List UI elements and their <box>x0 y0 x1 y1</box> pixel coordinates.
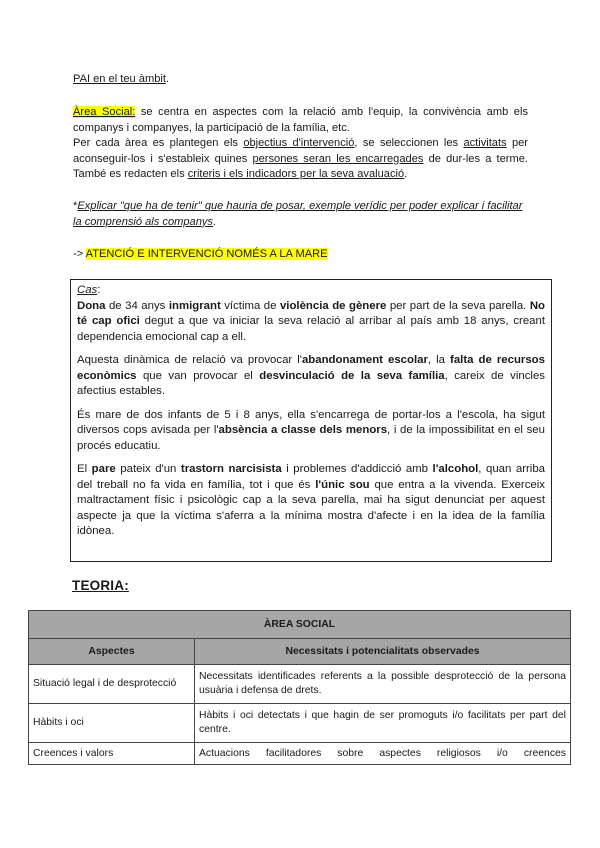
text-run: És mare de dos infants de 5 i 8 anys, ella s'encarrega de portar-los a l'escola, ha sigut diversos cops avisada per l' <box>77 408 545 436</box>
bold-term: l'únic sou <box>315 478 370 491</box>
bold-term: trastorn narcisista <box>180 463 282 475</box>
activitats-term: activitats <box>463 137 507 150</box>
table-cell-aspect: Situació legal i de desprotecció <box>29 665 195 704</box>
case-paragraph-3 <box>77 408 545 455</box>
case-label: Cas <box>77 284 98 296</box>
text-run: Aquesta dinàmica de relació va provocar l' <box>77 354 302 366</box>
pai-line: PAI en el teu àmbit. <box>73 73 170 85</box>
case-paragraph-4 <box>77 462 545 540</box>
persones-term: persones seran les encarregades <box>252 152 424 165</box>
case-heading: Cas: <box>77 284 101 296</box>
text-run: , careix de vincles afectius estables. <box>77 369 545 397</box>
text-run: de 34 anys <box>105 299 169 312</box>
table-cell-description: Hàbits i oci detectats i que hagin de ser promoguts i/o facilitats per part del centre. <box>195 704 571 743</box>
bold-term: No té cap ofici <box>77 299 545 327</box>
objectius-term: objectius d'intervenció <box>243 137 355 150</box>
text-run: , la <box>427 354 451 366</box>
text-run: que entra a la vivenda. Exerceix maltractament físic i psicològic cap a la seva parella, mai ha sigut denunciat per aquest aspecte ja que la víctima s'aferra a la mínima mostra d'afecte i en la idea de la família idònea. <box>77 478 545 537</box>
case-paragraph-1 <box>77 299 545 346</box>
text-run: , i de la impossibilitat en el seu procés educatiu. <box>77 424 545 452</box>
note-text: Explicar "que ha de tenir" que hauria de posar, exemple verídic per poder explicar i facilitar la comprensió als companys <box>73 200 523 228</box>
text-run: El <box>77 463 92 475</box>
table-row <box>29 743 571 765</box>
bold-term: inmigrant <box>168 299 221 312</box>
text-run: víctima de <box>220 299 280 312</box>
table-row <box>29 704 571 743</box>
table-cell-aspect: Creences i valors <box>29 743 195 765</box>
pai-link: PAI en el teu àmbit <box>73 73 166 85</box>
case-paragraph-2 <box>77 353 545 400</box>
note-paragraph: *Explicar "que ha de tenir" que hauria de posar, exemple verídic per poder explicar i facilitar la comprensió als companys. <box>73 200 523 228</box>
attention-highlight: ATENCIÓ E INTERVENCIÓ NOMÉS A LA MARE <box>85 248 328 260</box>
bold-term: Dona <box>77 299 106 312</box>
table-header-aspectes: Aspectes <box>29 639 195 665</box>
bold-term: l'alcohol <box>432 463 479 475</box>
bold-term: violència de gènere <box>279 299 387 312</box>
table-cell-description: Necessitats identificades referents a la possible desprotecció de la persona usuària i defensa de drets. <box>195 665 571 704</box>
text-run: per part de la seva parella. <box>386 299 530 312</box>
table-title: ÀREA SOCIAL <box>29 611 571 639</box>
area-social-table <box>28 610 571 765</box>
text-run: que van provocar el <box>136 369 260 382</box>
bold-term: abandonament escolar <box>301 354 428 366</box>
table-cell-aspect: Hàbits i oci <box>29 704 195 743</box>
table-row <box>29 665 571 704</box>
bold-term: falta de recursos econòmics <box>77 354 545 382</box>
bold-term: absència a classe dels menors <box>218 424 388 436</box>
bold-term: pare <box>91 463 116 475</box>
area-social-label: Àrea Social: <box>73 106 136 118</box>
text-run: , quan arriba del treball no fa vida en família, tot i que és <box>77 463 545 491</box>
area-social-paragraph: Àrea Social: se centra en aspectes com la relació amb l'equip, la convivència amb els companys i companyes, la participació de la família, etc. Per cada àrea es plantegen els objectius d'intervenció, se seleccionen les activitats per aconseguir-los i s'estableix quines persones seran les encarregades de dur-les a terme. També es redacten els criteris i els indicadors per la seva avaluació. <box>73 106 528 181</box>
table-cell-description: Actuacions facilitadores sobre aspectes religiosos i/o creences <box>195 743 571 765</box>
criteris-term: criteris i els indicadors per la seva avaluació <box>187 168 405 181</box>
bold-term: desvinculació de la seva família <box>259 369 445 382</box>
text-run: pateix d'un <box>115 463 181 475</box>
case-box <box>70 279 552 562</box>
attention-line: -> ATENCIÓ E INTERVENCIÓ NOMÉS A LA MARE <box>73 248 328 260</box>
teoria-heading: TEORIA: <box>72 578 129 593</box>
text-run: degut a que va iniciar la seva relació al arribar al país amb 18 anys, creant dependencia emocional cap a ell. <box>77 315 545 343</box>
text-run: i problemes d'addicció amb <box>281 463 433 475</box>
table-header-necessitats: Necessitats i potencialitats observades <box>195 639 571 665</box>
